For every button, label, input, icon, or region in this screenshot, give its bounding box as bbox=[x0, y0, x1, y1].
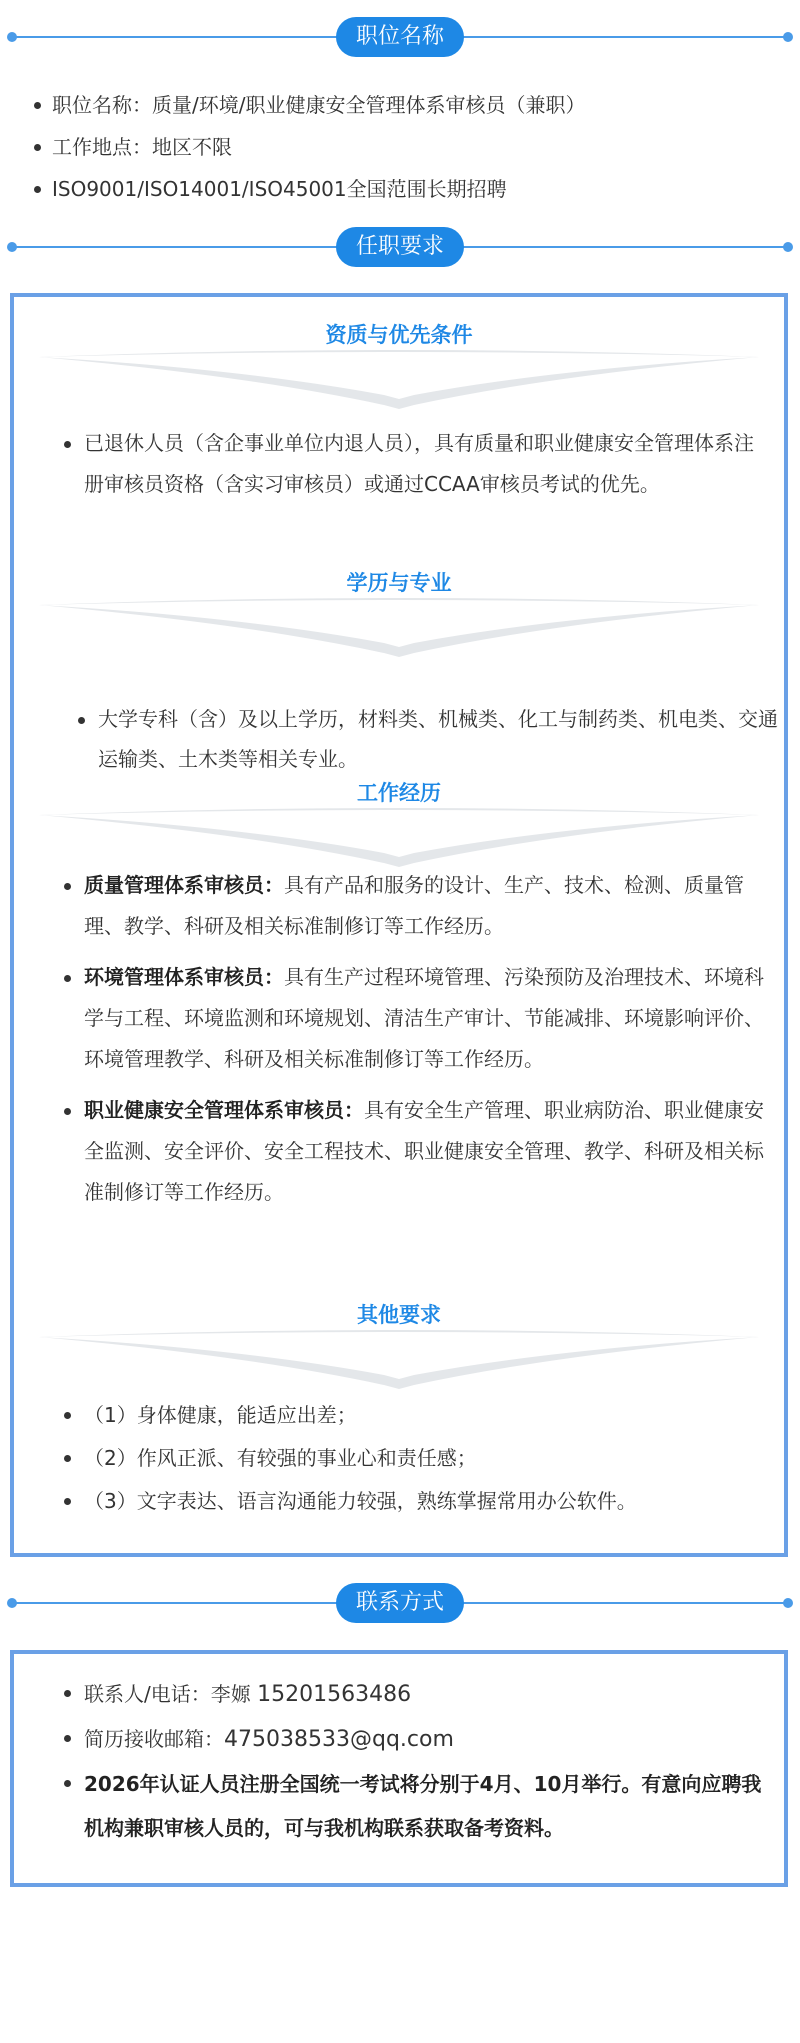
item-text: 具有生产过程环境管理、污染预防及治理技术、环境科学与工程、环境监测和环境规划、清洁生产审计、节能减排、环境影响评价、环境管理教学、科研及相关标准制修订等工作经历。 bbox=[84, 965, 764, 1071]
exam-notice: 2026年认证人员注册全国统一考试将分别于4月、10月举行。有意向应聘我机构兼职审核人员的，可与我机构联系获取备考资料。 bbox=[60, 1762, 768, 1850]
item-text: 具有产品和服务的设计、生产、技术、检测、质量管理、教学、科研及相关标准制修订等工作经历。 bbox=[84, 873, 744, 938]
section-title-position: 职位名称 bbox=[336, 17, 464, 57]
contact-panel bbox=[10, 1650, 788, 1887]
list-item bbox=[60, 957, 768, 1080]
item-label: 质量管理体系审核员： bbox=[84, 873, 284, 897]
item-text: 具有安全生产管理、职业病防治、职业健康安全监测、安全评价、安全工程技术、职业健康安全管理、教学、科研及相关标准制修订等工作经历。 bbox=[84, 1098, 764, 1204]
swoosh-divider bbox=[34, 349, 764, 419]
phone-number[interactable]: 15201563486 bbox=[257, 1682, 412, 1707]
contact-person-label: 联系人/电话：李嫄 bbox=[84, 1682, 258, 1706]
list-item: （2）作风正派、有较强的事业心和责任感； bbox=[60, 1437, 768, 1480]
swoosh-divider bbox=[34, 1329, 764, 1399]
divider-dot bbox=[7, 1598, 17, 1608]
section-banner-requirements bbox=[0, 225, 800, 269]
position-list bbox=[32, 84, 772, 210]
section-title-requirements: 任职要求 bbox=[336, 227, 464, 267]
subsection-title-education: 学历与专业 bbox=[346, 571, 452, 595]
list-item: 职位名称：质量/环境/职业健康安全管理体系审核员（兼职） bbox=[32, 84, 772, 126]
qualification-list bbox=[60, 423, 768, 505]
item-label: 环境管理体系审核员： bbox=[84, 965, 284, 989]
subsection-title-qualification: 资质与优先条件 bbox=[325, 323, 473, 347]
list-item: （1）身体健康，能适应出差； bbox=[60, 1394, 768, 1437]
swoosh-divider bbox=[34, 597, 764, 667]
list-item bbox=[60, 1090, 768, 1213]
divider-dot bbox=[783, 1598, 793, 1608]
list-item: ISO9001/ISO14001/ISO45001全国范围长期招聘 bbox=[32, 168, 772, 210]
list-item: （3）文字表达、语言沟通能力较强，熟练掌握常用办公软件。 bbox=[60, 1480, 768, 1523]
section-title-contact: 联系方式 bbox=[336, 1583, 464, 1623]
subsection-title-experience: 工作经历 bbox=[357, 781, 441, 805]
contact-list bbox=[60, 1672, 768, 1850]
requirements-panel bbox=[10, 293, 788, 1557]
list-item: 已退休人员（含企事业单位内退人员），具有质量和职业健康安全管理体系注册审核员资格（含实习审核员）或通过CCAA审核员考试的优先。 bbox=[60, 423, 768, 505]
item-label: 职业健康安全管理体系审核员： bbox=[84, 1098, 364, 1122]
contact-person bbox=[60, 1672, 768, 1717]
email-address[interactable]: 475038533@qq.com bbox=[224, 1727, 454, 1752]
subsection-title-other: 其他要求 bbox=[357, 1303, 441, 1327]
divider-dot bbox=[7, 32, 17, 42]
divider-dot bbox=[783, 32, 793, 42]
divider-dot bbox=[783, 242, 793, 252]
section-banner-position bbox=[0, 15, 800, 59]
email-label: 简历接收邮箱： bbox=[84, 1727, 224, 1751]
divider-dot bbox=[7, 242, 17, 252]
list-item: 工作地点：地区不限 bbox=[32, 126, 772, 168]
education-list bbox=[74, 699, 794, 779]
experience-list bbox=[60, 865, 768, 1213]
contact-email bbox=[60, 1717, 768, 1762]
section-banner-contact bbox=[0, 1581, 800, 1625]
list-item bbox=[60, 865, 768, 947]
list-item: 大学专科（含）及以上学历，材料类、机械类、化工与制药类、机电类、交通运输类、土木类等相关专业。 bbox=[74, 699, 794, 779]
other-list bbox=[60, 1394, 768, 1523]
